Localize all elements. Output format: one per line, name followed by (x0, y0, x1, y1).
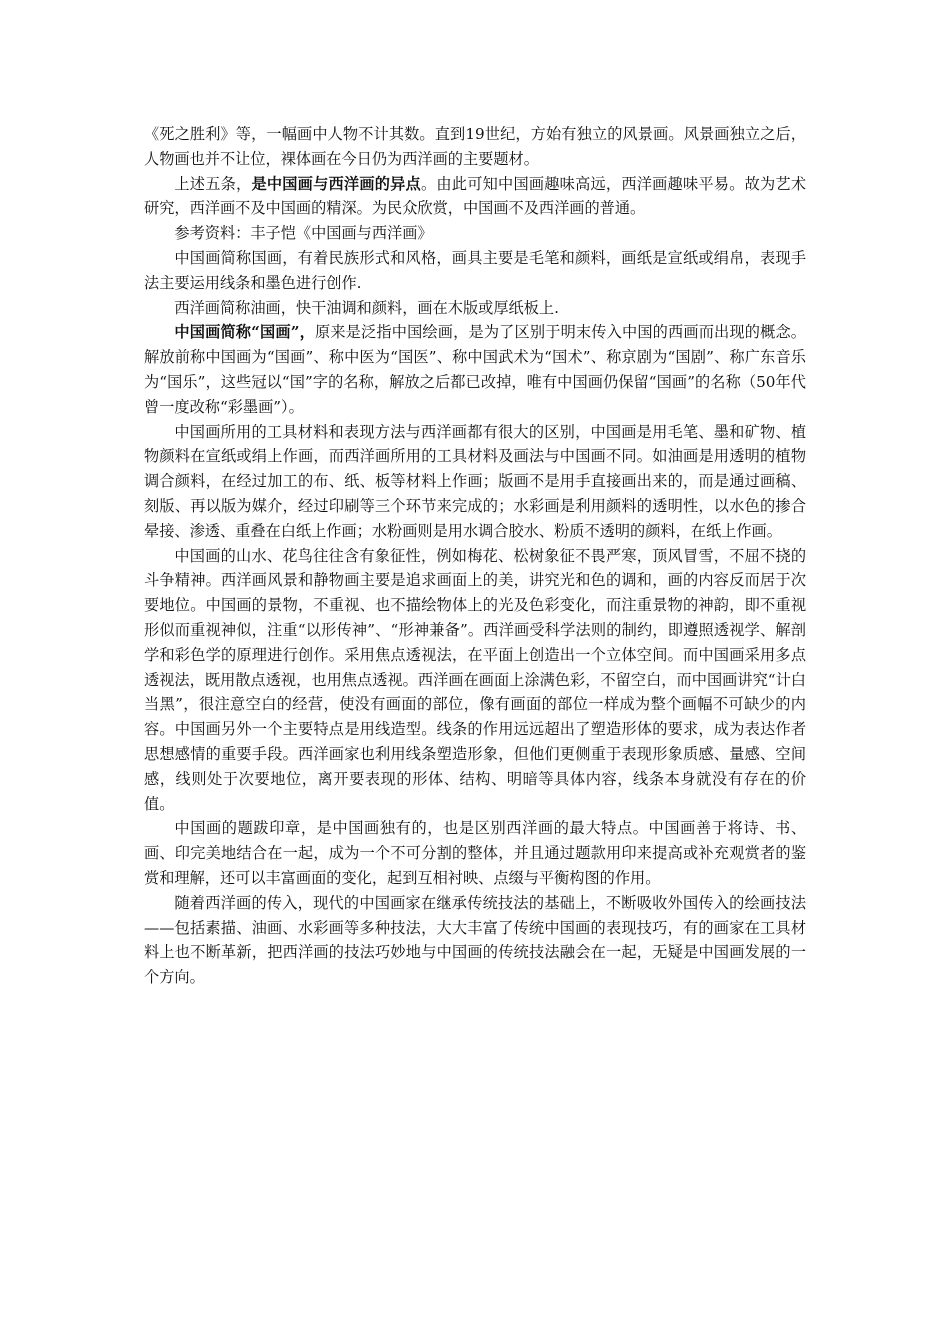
paragraph-7-text: 中国画所用的工具材料和表现方法与西洋画都有很大的区别，中国画是用毛笔、墨和矿物、植物颜料在宣纸或绢上作画，而西洋画所用的工具材料及画法与中国画不同。如油画是用透明的植物调合颜料，在经过加工的布、纸、板等材料上作画；版画不是用手直接画出来的，而是通过画稿、刻版、再以版为媒介，经过印刷等三个环节来完成的；水彩画是利用颜料的透明性，以水色的掺合晕接、渗透、重叠在白纸上作画；水粉画则是用水调合胶水、粉质不透明的颜料，在纸上作画。 (144, 422, 806, 540)
paragraph-10 (144, 891, 806, 990)
paragraph-2-bold-phrase: 是中国画与西洋画的异点 (251, 174, 421, 193)
paragraph-2 (144, 172, 806, 222)
paragraph-1 (144, 122, 806, 172)
paragraph-9-text: 中国画的题跋印章，是中国画独有的，也是区别西洋画的最大特点。中国画善于将诗、书、画、印完美地结合在一起，成为一个不可分割的整体，并且通过题款用印来提高或补充观赏者的鉴赏和理解，还可以丰富画面的变化，起到互相衬映、点缀与平衡构图的作用。 (144, 819, 806, 887)
paragraph-7 (144, 420, 806, 544)
reference-line (144, 221, 806, 246)
paragraph-8 (144, 544, 806, 817)
paragraph-4 (144, 246, 806, 296)
paragraph-2-text-a: 上述五条， (174, 174, 252, 193)
reference-text: 参考资料：丰子恺《中国画与西洋画》 (174, 224, 433, 243)
paragraph-10-text: 随着西洋画的传入，现代的中国画家在继承传统技法的基础上，不断吸收外国传入的绘画技法——包括素描、油画、水彩画等多种技法，大大丰富了传统中国画的表现技巧，有的画家在工具材料上也不断革新，把西洋画的技法巧妙地与中国画的传统技法融会在一起，无疑是中国画发展的一个方向。 (144, 893, 806, 987)
paragraph-4-text: 中国画简称国画，有着民族形式和风格，画具主要是毛笔和颜料，画纸是宣纸或绢帛，表现手法主要运用线条和墨色进行创作. (144, 248, 806, 292)
paragraph-1-text: 《死之胜利》等，一幅画中人物不计其数。直到19世纪，方始有独立的风景画。风景画独立之后，人物画也并不让位，裸体画在今日仍为西洋画的主要题材。 (144, 125, 806, 168)
document-body (144, 122, 806, 990)
paragraph-6-text: 原来是泛指中国绘画，是为了区别于明末传入中国的西画而出现的概念。解放前称中国画为“国画”、称中医为“国医”、称中国武术为“国术”、称京剧为“国剧”、称广东音乐为“国乐”，这些冠以“国”字的名称，解放之后都已改掉，唯有中国画仍保留“国画”的名称（50年代曾一度改称“彩墨画”）。 (144, 323, 806, 416)
paragraph-5 (144, 296, 806, 321)
paragraph-8-text: 中国画的山水、花鸟往往含有象征性，例如梅花、松树象征不畏严寒，顶风冒雪，不屈不挠的斗争精神。西洋画风景和静物画主要是追求画面上的美，讲究光和色的调和，画的内容反而居于次要地位。中国画的景物，不重视、也不描绘物体上的光及色彩变化，而注重景物的神韵，即不重视形似而重视神似，注重“以形传神”、“形神兼备”。西洋画受科学法则的制约，即遵照透视学、解剖学和彩色学的原理进行创作。采用焦点透视法，在平面上创造出一个立体空间。而中国画采用多点透视法，既用散点透视，也用焦点透视。西洋画在画面上涂满色彩，不留空白，而中国画讲究“计白当黑”，很注意空白的经营，使没有画面的部位，像有画面的部位一样成为整个画幅不可缺少的内容。中国画另外一个主要特点是用线造型。线条的作用远远超出了塑造形体的要求，成为表达作者思想感情的重要手段。西洋画家也利用线条塑造形象，但他们更侧重于表现形象质感、量感、空间感，线则处于次要地位，离开要表现的形体、结构、明暗等具体内容，线条本身就没有存在的价值。 (144, 546, 806, 813)
paragraph-5-text: 西洋画简称油画，快干油调和颜料，画在木版或厚纸板上. (174, 298, 559, 317)
paragraph-2-text-b: 。由此可知中国画趣味高远，西洋画趣味平易。故为艺术研究，西洋画不及中国画的精深。为民众欣赏，中国画不及西洋画的普通。 (144, 174, 807, 218)
paragraph-6 (144, 320, 806, 419)
paragraph-6-bold-lead: 中国画简称“国画”， (174, 323, 315, 342)
paragraph-9 (144, 816, 806, 890)
